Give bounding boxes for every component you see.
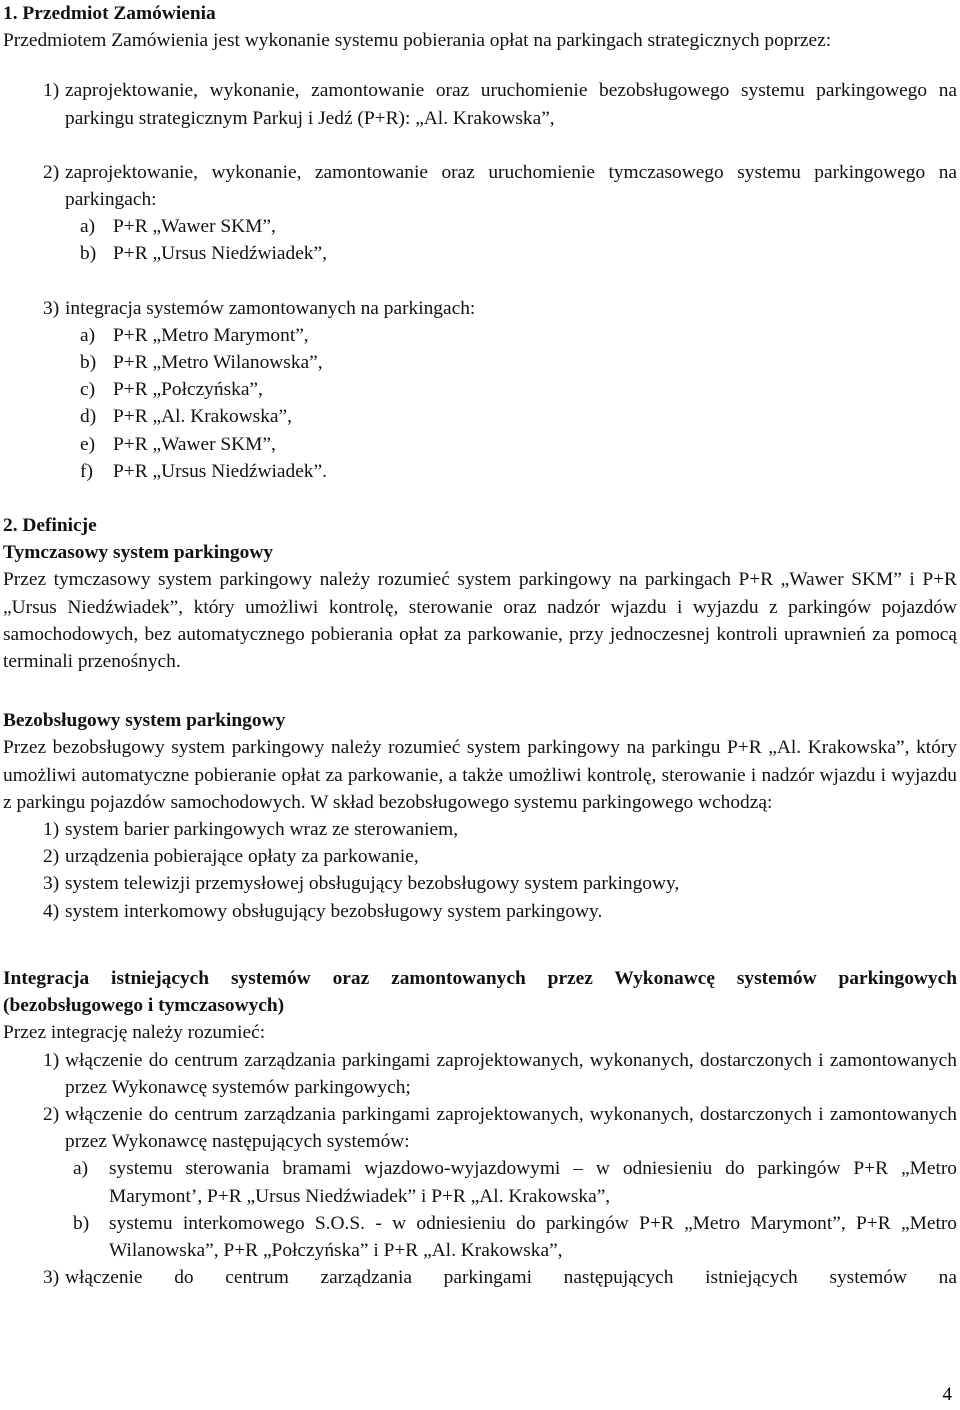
page-number: 4 [942,1384,952,1405]
list-marker: 3) [43,297,60,319]
sub-list-marker: e) [80,433,96,455]
definition-intro: Przez integrację należy rozumieć: [3,1022,266,1044]
sub-list-item [3,431,957,458]
sub-list-item [3,1210,957,1264]
sub-list-item [3,403,957,430]
list-item-text: zaprojektowanie, wykonanie, zamontowanie oraz uruchomienie bezobsługowego systemu parkingowego na parkingu strategicznym Parkuj i Jedź (P+R): „Al. Krakowska”, [65,80,957,129]
list-item-text: integracja systemów zamontowanych na parkingach: [65,297,476,319]
list-marker: 3) [43,873,60,895]
section-intro: Przedmiotem Zamówienia jest wykonanie systemu pobierania opłat na parkingach strategicznych poprzez: [3,30,832,52]
list-item-text: urządzenia pobierające opłaty za parkowanie, [65,846,419,868]
list-marker: 3) [43,1267,60,1289]
list-item [3,843,957,870]
list-marker: 2) [43,846,60,868]
list-item-text: zaprojektowanie, wykonanie, zamontowanie oraz uruchomienie tymczasowego systemu parkingowego na parkingach: [65,161,957,211]
list-item [3,898,957,925]
sub-list-item [3,349,957,376]
sub-list-marker: b) [80,352,97,374]
section-heading: 2. Definicje [3,515,97,537]
list-marker: 4) [43,900,60,922]
list-item [3,159,957,213]
sub-list-marker: f) [80,460,93,482]
sub-list-item-text: P+R „Połczyńska”, [113,379,263,401]
list-marker: 2) [43,1103,60,1125]
list-marker: 1) [43,819,60,841]
sub-list-item-text: P+R „Al. Krakowska”, [113,406,292,428]
sub-list-item [3,1155,957,1209]
sub-list-item [3,322,957,349]
list-item [3,295,957,322]
sub-list-item [3,376,957,403]
definition-text: Przez bezobsługowy system parkingowy należy rozumieć system parkingowy na parkingu P+R „Al. Krakowska”, który umożliwi automatyczne pobieranie opłat za parkowanie, a także umożliwi kontrolę, sterowanie i nadzór wjazdu i wyjazdu z parkingu pojazdów samochodowych. W skład bezobsługowego systemu parkingowego wchodzą: [3,737,957,813]
definition-title: Tymczasowy system parkingowy [3,542,274,564]
sub-list-item-text: systemu interkomowego S.O.S. - w odniesieniu do parkingów P+R „Metro Marymont”, P+R „Metro Wilanowska”, P+R „Połczyńska” i P+R „Al. Krakowska”, [109,1212,957,1261]
sub-list-marker: c) [80,379,96,401]
sub-list-marker: a) [73,1158,89,1180]
list-item-text: włączenie do centrum zarządzania parkingami następujących istniejących systemów na [65,1267,957,1289]
sub-list-item [3,458,957,485]
list-item-text: system barier parkingowych wraz ze sterowaniem, [65,819,459,841]
list-item [3,77,957,131]
sub-list-item-text: P+R „Ursus Niedźwiadek”, [113,243,327,265]
definition-text: Przez tymczasowy system parkingowy należy rozumieć system parkingowy na parkingach P+R „Wawer SKM” i P+R „Ursus Niedźwiadek”, który umożliwi kontrolę, sterowanie oraz nadzór wjazdu i wyjazdu z parkingów pojazdów samochodowych, bez automatycznego pobierania opłat za parkowanie, przy jednoczesnej kontroli uprawnień za pomocą terminali przenośnych. [3,569,957,673]
sub-list-item-text: P+R „Metro Wilanowska”, [113,352,323,374]
list-item-text: system interkomowy obsługujący bezobsługowy system parkingowy. [65,900,603,922]
list-item-text: włączenie do centrum zarządzania parkingami zaprojektowanych, wykonanych, dostarczonych i zamontowanych przez Wykonawcę systemów parkingowych; [65,1049,957,1098]
list-item-text: włączenie do centrum zarządzania parkingami zaprojektowanych, wykonanych, dostarczonych i zamontowanych przez Wykonawcę następujących systemów: [65,1103,957,1153]
sub-list-item-text: P+R „Wawer SKM”, [113,433,276,455]
list-marker: 2) [43,161,60,183]
sub-list-item-text: P+R „Wawer SKM”, [113,216,276,238]
sub-list-item-text: systemu sterowania bramami wjazdowo-wyjazdowymi – w odniesieniu do parkingów P+R „Metro Marymont’, P+R „Ursus Niedźwiadek” i P+R „Al. Krakowska”, [109,1158,957,1207]
list-item [3,1264,957,1291]
document-page [3,0,957,1291]
definition-title: Bezobsługowy system parkingowy [3,710,286,732]
sub-list-item-text: P+R „Ursus Niedźwiadek”. [113,460,327,482]
sub-list-item [3,213,957,240]
list-marker: 1) [43,80,60,102]
list-item-text: system telewizji przemysłowej obsługujący bezobsługowy system parkingowy, [65,873,680,895]
section-heading: 1. Przedmiot Zamówienia [3,3,216,24]
sub-list-marker: a) [80,324,96,346]
sub-list-marker: a) [80,216,96,238]
sub-list-item-text: P+R „Metro Marymont”, [113,324,309,346]
list-marker: 1) [43,1049,60,1071]
list-item [3,1101,957,1155]
list-item [3,870,957,897]
sub-list-marker: b) [80,243,97,265]
list-item [3,1047,957,1101]
list-item [3,816,957,843]
sub-list-item [3,240,957,267]
sub-list-marker: d) [80,406,97,428]
sub-list-marker: b) [73,1212,90,1234]
definition-title: Integracja istniejących systemów oraz zamontowanych przez Wykonawcę systemów parkingowych (bezobsługowego i tymczasowych) [3,967,957,1017]
